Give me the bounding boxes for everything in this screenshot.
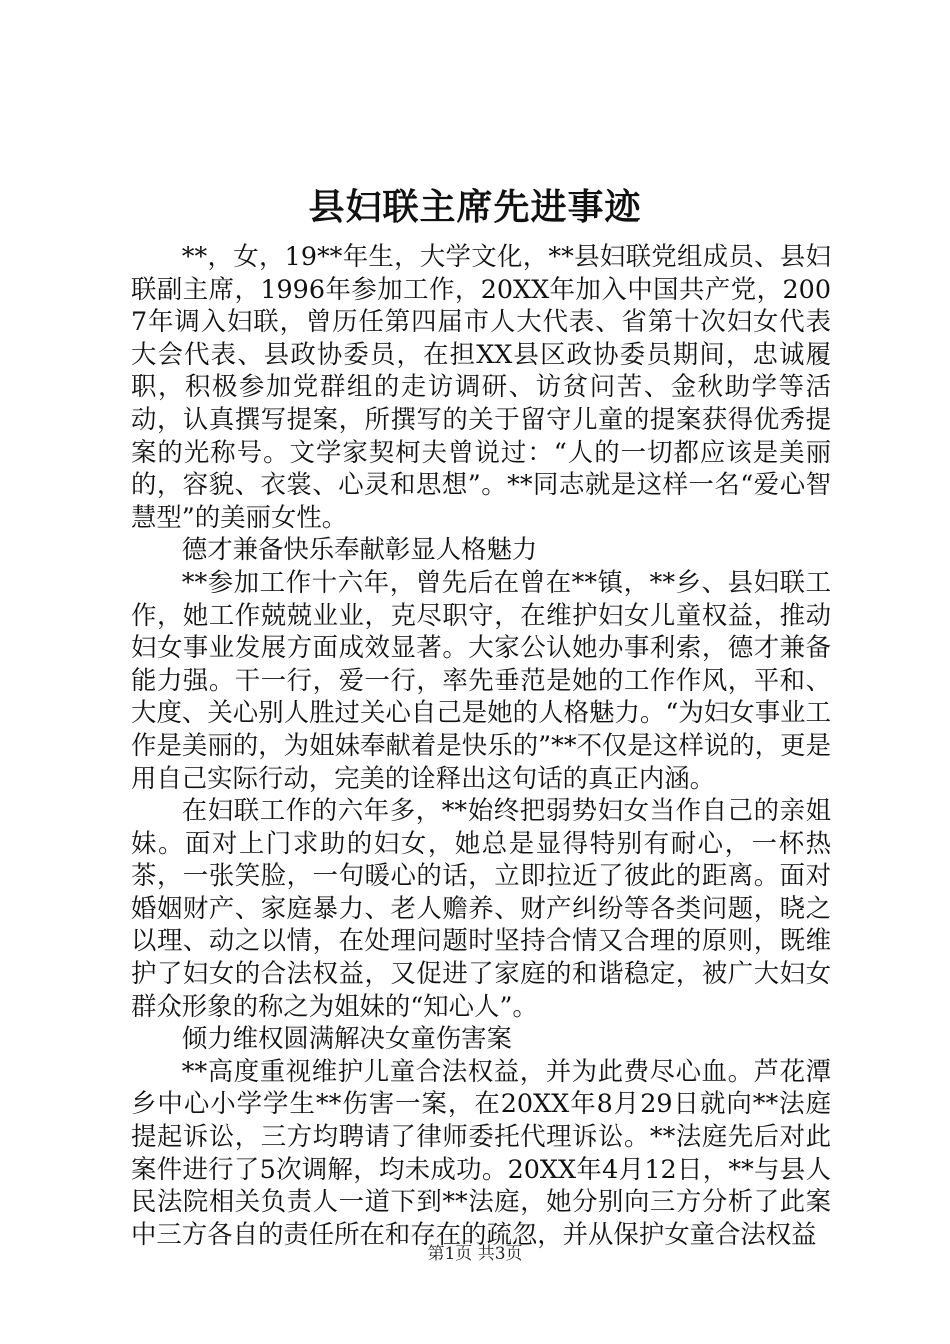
- paragraph-intro: **，女，19**年生，大学文化，**县妇联党组成员、县妇联副主席，1996年参加工作，20XX年加入中国共产党，2007年调入妇联，曾历任第四届市人大代表、省第十次妇女代表大会代表、县政协委员，在担XX县区政协委员期间，忠诚履职，积极参加党群组的走访调研、访贫问苦、金秋助学等活动，认真撰写提案，所撰写的关于留守儿童的提案获得优秀提案的光称号。文学家契柯夫曾说过：“人的一切都应该是美丽的，容貌、衣裳、心灵和思想”。**同志就是这样一名“爱心智慧型”的美丽女性。: [131, 241, 831, 532]
- section-heading-rights: 倾力维权圆满解决女童伤害案: [181, 1023, 512, 1054]
- paragraph-career: **参加工作十六年，曾先后在曾在**镇，**乡、县妇联工作，她工作兢兢业业，克尽职守，在维护妇女儿童权益，推动妇女事业发展方面成效显著。大家公认她办事利索，德才兼备能力强。干一行，爱一行，率先垂范是她的工作作风，平和、大度、关心别人胜过关心自己是她的人格魅力。“为妇女事业工作是美丽的，为姐妹奉献着是快乐的”**不仅是这样说的，更是用自己实际行动，完美的诠释出这句话的真正内涵。: [131, 566, 831, 793]
- paragraph-case: **高度重视维护儿童合法权益，并为此费尽心血。芦花潭乡中心小学学生**伤害一案，在20XX年8月29日就向**法庭提起诉讼，三方均聘请了律师委托代理诉讼。**法庭先后对此案件进行了5次调解，均未成功。20XX年4月12日，**与县人民法院相关负责人一道下到**法庭，她分别向三方分析了此案中三方各自的责任所在和存在的疏忽，并从保护女童合法权益: [131, 1055, 831, 1249]
- paragraph-women-support: 在妇联工作的六年多，**始终把弱势妇女当作自己的亲姐妹。面对上门求助的妇女，她总是显得特别有耐心，一杯热茶，一张笑脸，一句暖心的话，立即拉近了彼此的距离。面对婚姻财产、家庭暴力、老人赡养、财产纠纷等各类问题，晓之以理、动之以情，在处理问题时坚持合情又合理的原则，既维护了妇女的合法权益，又促进了家庭的和谐稳定，被广大妇女群众形象的称之为姐妹的“知心人”。: [131, 795, 831, 1021]
- document-body: [131, 240, 831, 1250]
- section-heading-virtue: 德才兼备快乐奉献彰显人格魅力: [181, 534, 538, 565]
- page-footer: 第1页 共3页: [427, 1244, 523, 1264]
- document-title: 县妇联主席先进事迹: [308, 186, 642, 228]
